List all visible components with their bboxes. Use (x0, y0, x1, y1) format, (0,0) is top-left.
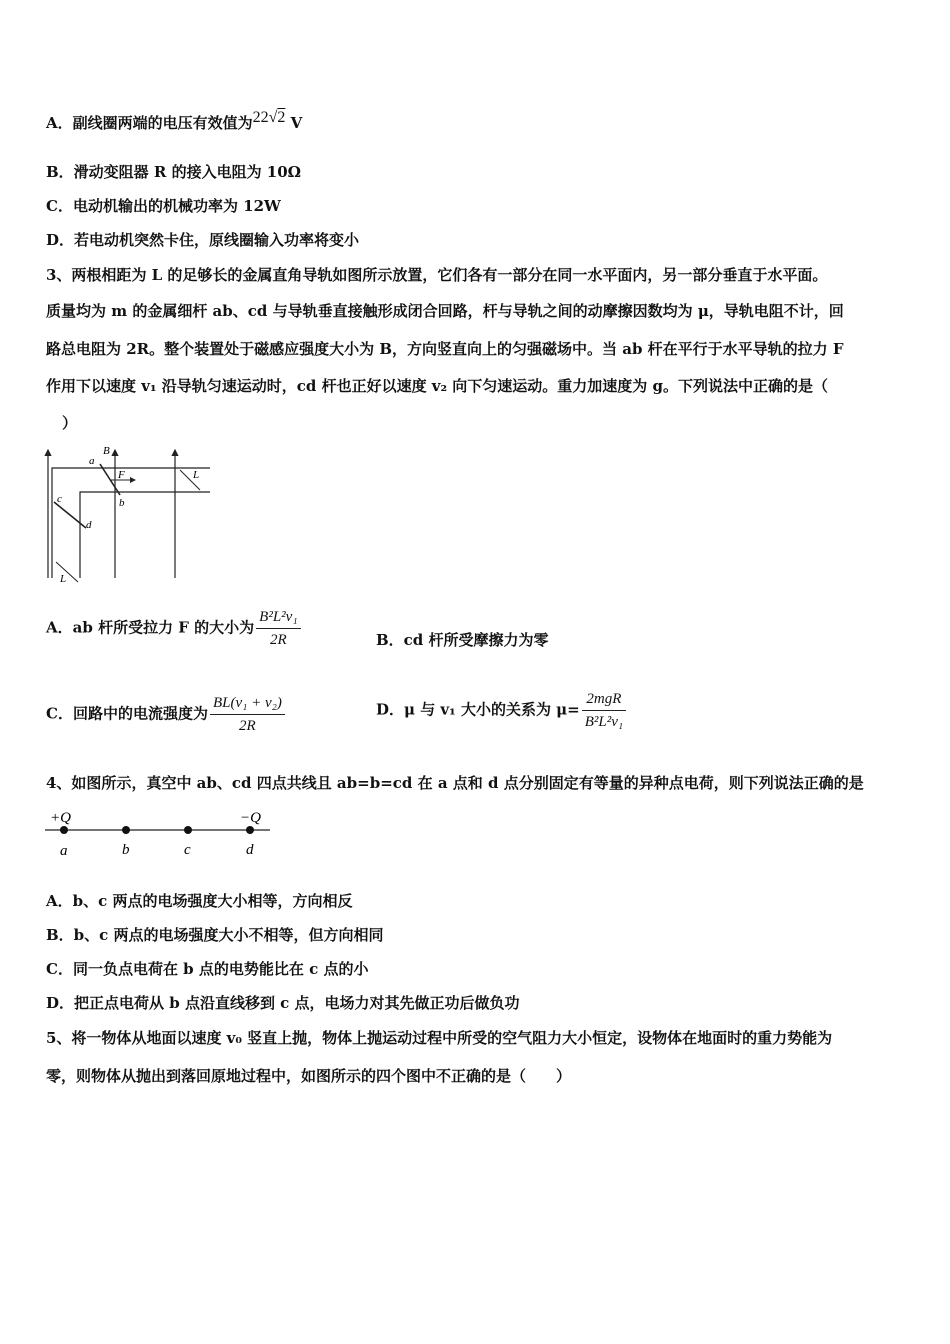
outer-rail (52, 468, 210, 578)
q2-option-a-sqrt-expression: 22√2 (252, 109, 286, 126)
q3-rail-figure (40, 440, 220, 590)
q2-option-a (46, 109, 303, 134)
rod-cd (54, 502, 86, 528)
q3-stem-line-4: 作用下以速度 v₁ 沿导轨匀速运动时，cd 杆也正好以速度 v₂ 向下匀速运动。重力加速度为 g。下列说法中正确的是（ (46, 377, 829, 395)
label-f: F (118, 469, 125, 481)
q3-option-c (46, 692, 287, 737)
q3-option-c-prefix: C．回路中的电流强度为 (46, 704, 208, 723)
q2-option-c: C．电动机输出的机械功率为 12W (46, 197, 281, 215)
q4-option-a: A．b、c 两点的电场强度大小相等，方向相反 (46, 892, 353, 910)
q3-option-a (46, 606, 303, 651)
q4-charge-figure (40, 802, 280, 862)
q2-option-a-prefix: A．副线圈两端的电压有效值为 (46, 114, 253, 132)
charge-minus-q: −Q (240, 810, 261, 826)
q4-option-c: C．同一负点电荷在 b 点的电势能比在 c 点的小 (46, 960, 369, 978)
q3-stem-line-5: ） (62, 414, 78, 432)
point-c-dot (184, 826, 192, 834)
point-a-dot (60, 826, 68, 834)
q3-option-b: B．cd 杆所受摩擦力为零 (376, 631, 549, 649)
q3-option-c-fraction: $\frac{\text{BL(v₁ + v₂)}}{2R}$ (210, 692, 285, 737)
q2-option-d: D．若电动机突然卡住，原线圈输入功率将变小 (46, 231, 360, 249)
q4-stem: 4、如图所示，真空中 ab、cd 四点共线且 ab=b=cd 在 a 点和 d 点分别固定有等量的异种点电荷，则下列说法正确的是 (46, 774, 864, 792)
point-b-label: b (122, 842, 130, 858)
q3-stem-line-2: 质量均为 m 的金属细杆 ab、cd 与导轨垂直接触形成闭合回路，杆与导轨之间的动摩擦因数均为 μ，导轨电阻不计，回 (46, 302, 844, 320)
q5-stem-line-1: 5、将一物体从地面以速度 v₀ 竖直上抛，物体上抛运动过程中所受的空气阻力大小恒定，设物体在地面时的重力势能为 (46, 1029, 833, 1047)
q5-stem-line-2: 零，则物体从抛出到落回原地过程中，如图所示的四个图中不正确的是（ ） (46, 1067, 572, 1085)
q3-option-d (376, 688, 628, 733)
q2-option-b: B．滑动变阻器 R 的接入电阻为 10Ω (46, 163, 302, 181)
label-d: d (86, 519, 92, 531)
label-a: a (89, 455, 95, 467)
point-b-dot (122, 826, 130, 834)
q3-option-d-fraction: $\frac{\text{2mgR}}{\text{B²L²v₁}}$ (582, 688, 626, 733)
point-d-label: d (246, 842, 254, 858)
point-d-dot (246, 826, 254, 834)
q4-option-d: D．把正点电荷从 b 点沿直线移到 c 点，电场力对其先做正功后做负功 (46, 994, 520, 1012)
charge-plus-q: +Q (50, 810, 71, 826)
q3-option-a-prefix: A．ab 杆所受拉力 F 的大小为 (46, 618, 255, 637)
q4-option-b: B．b、c 两点的电场强度大小不相等，但方向相同 (46, 926, 384, 944)
q3-stem-line-3: 路总电阻为 2R。整个装置处于磁感应强度大小为 B，方向竖直向上的匀强磁场中。当 ab 杆在平行于水平导轨的拉力 F (46, 340, 844, 358)
label-c: c (57, 493, 62, 505)
q3-option-d-prefix: D．μ 与 v₁ 大小的关系为 μ= (376, 700, 580, 719)
point-c-label: c (184, 842, 191, 858)
q3-stem-line-1: 3、两根相距为 L 的足够长的金属直角导轨如图所示放置，它们各有一部分在同一水平面内，另一部分垂直于水平面。 (46, 266, 828, 284)
q2-option-a-unit: V (290, 114, 303, 132)
label-l-bottom: L (60, 573, 67, 585)
q3-option-a-fraction: $\frac{\text{B²L²v₁}}{2R}$ (256, 606, 300, 651)
label-l-top: L (193, 469, 200, 481)
label-b-point: b (119, 497, 125, 509)
point-a-label: a (60, 843, 68, 859)
label-b-field: B (103, 445, 110, 457)
inner-rail (80, 492, 210, 578)
